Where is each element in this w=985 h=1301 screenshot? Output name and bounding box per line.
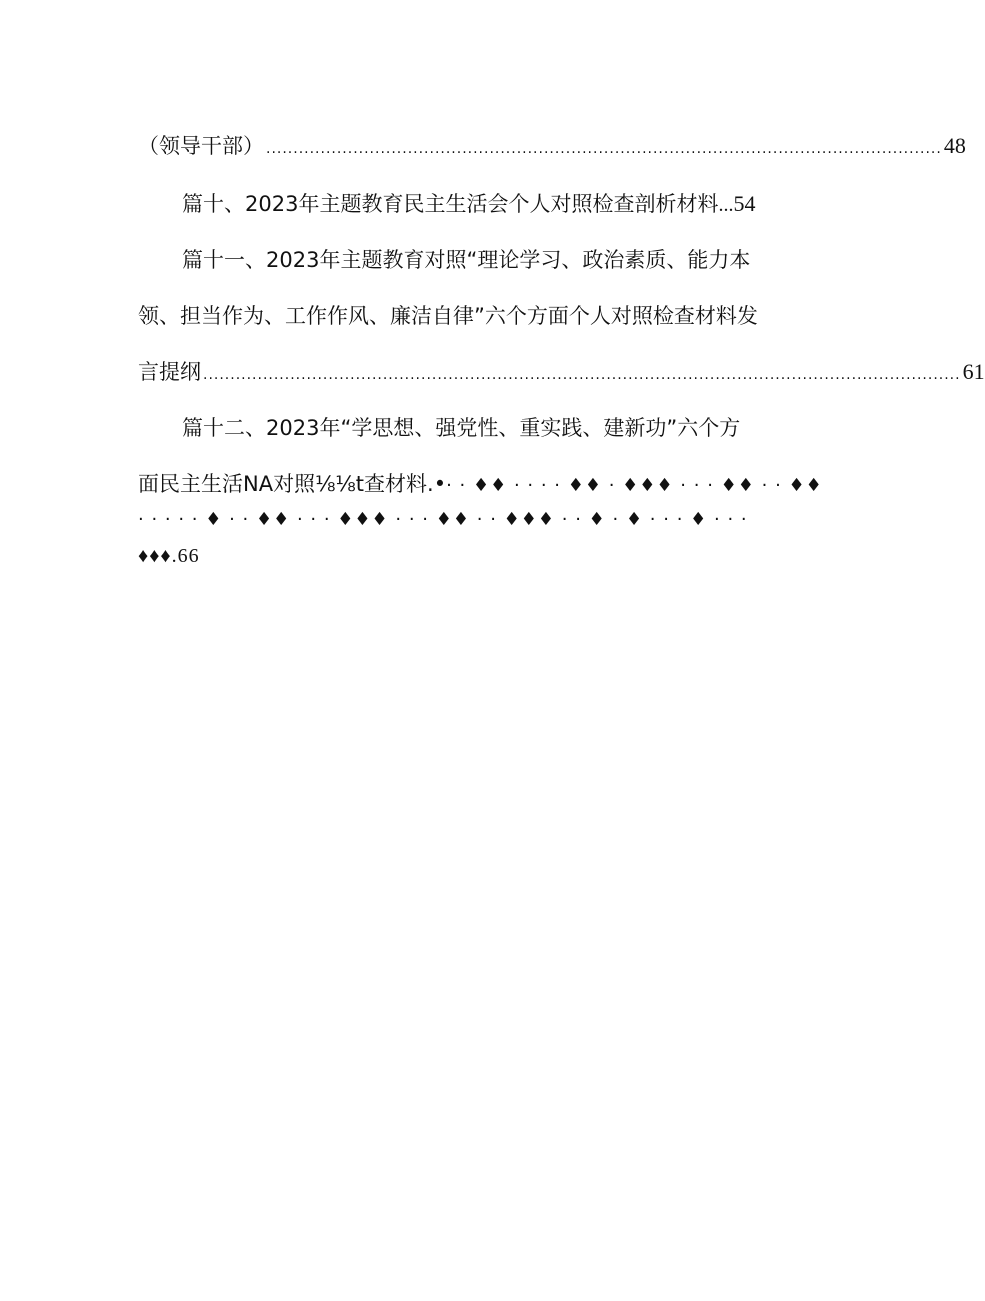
toc-entry-12-line-2 bbox=[138, 466, 823, 502]
toc-page-number: 48 bbox=[943, 133, 966, 158]
toc-garbled-leader-line: · · · · · ♦ · · ♦♦ · · · ♦♦♦ · · · ♦♦ · · ♦♦♦ · · ♦ · ♦ · · · ♦ · · · bbox=[138, 509, 748, 530]
toc-dot-leader: ... bbox=[718, 194, 734, 216]
toc-entry-text: 篇十、2023年主题教育民主生活会个人对照检查剖析材料 bbox=[182, 192, 719, 216]
toc-entry-10 bbox=[182, 186, 770, 222]
toc-entry-text: 领、担当作为、工作作风、廉洁自律”六个方面个人对照检查材料发 bbox=[138, 304, 758, 328]
toc-entry-text: 言提纲 bbox=[138, 360, 201, 384]
toc-entry-12-line-1 bbox=[182, 410, 770, 446]
toc-dot-leader: ............................................................................................................................ bbox=[266, 141, 942, 157]
toc-entry-9-continued bbox=[138, 128, 966, 164]
toc-page-number: 54 bbox=[733, 191, 756, 216]
toc-dot-leader: ........................................................................................................................................... bbox=[203, 367, 961, 383]
toc-entry-text: 篇十一、2023年主题教育对照“理论学习、政治素质、能力本 bbox=[182, 248, 751, 272]
toc-entry-11-line-1 bbox=[182, 242, 770, 278]
toc-entry-text: 篇十二、2023年“学思想、强党性、重实践、建新功”六个方 bbox=[182, 416, 741, 440]
toc-entry-11-line-3 bbox=[138, 354, 985, 390]
toc-garbled-page-number: ♦♦♦.66 bbox=[138, 545, 200, 567]
toc-entry-11-line-2 bbox=[138, 298, 770, 334]
toc-page-number: 61 bbox=[962, 359, 985, 384]
toc-entry-text: （领导干部） bbox=[138, 134, 264, 158]
toc-garbled-leader: · · ♦♦ · · · · ♦♦ · ♦♦♦ · · · ♦♦ · · ♦♦ bbox=[446, 475, 823, 496]
toc-entry-text: 面民主生活NA对照⅛⅛t查材料.• bbox=[138, 472, 447, 496]
